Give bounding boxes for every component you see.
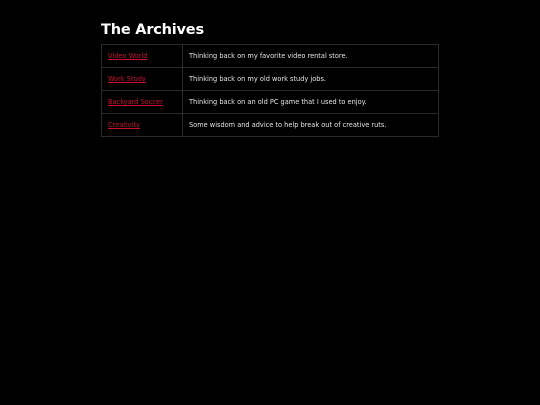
archive-link-cell xyxy=(102,45,183,68)
archive-link-cell xyxy=(102,114,183,137)
archive-description: Thinking back on my old work study jobs. xyxy=(183,68,439,91)
archives-page xyxy=(101,20,439,137)
archive-description: Some wisdom and advice to help break out of creative ruts. xyxy=(183,114,439,137)
archive-description: Thinking back on my favorite video rental store. xyxy=(183,45,439,68)
table-row xyxy=(102,114,439,137)
table-row xyxy=(102,68,439,91)
archive-link-cell xyxy=(102,91,183,114)
archive-link-backyard-soccer[interactable]: Backyard Soccer xyxy=(108,98,163,106)
page-title: The Archives xyxy=(101,22,204,38)
archives-table xyxy=(101,44,439,137)
archive-link-work-study[interactable]: Work Study xyxy=(108,75,146,83)
archive-link-video-world[interactable]: Video World xyxy=(108,52,148,60)
archive-link-cell xyxy=(102,68,183,91)
archive-description: Thinking back on an old PC game that I used to enjoy. xyxy=(183,91,439,114)
archive-link-creativity[interactable]: Creativity xyxy=(108,121,140,129)
table-row xyxy=(102,45,439,68)
table-row xyxy=(102,91,439,114)
